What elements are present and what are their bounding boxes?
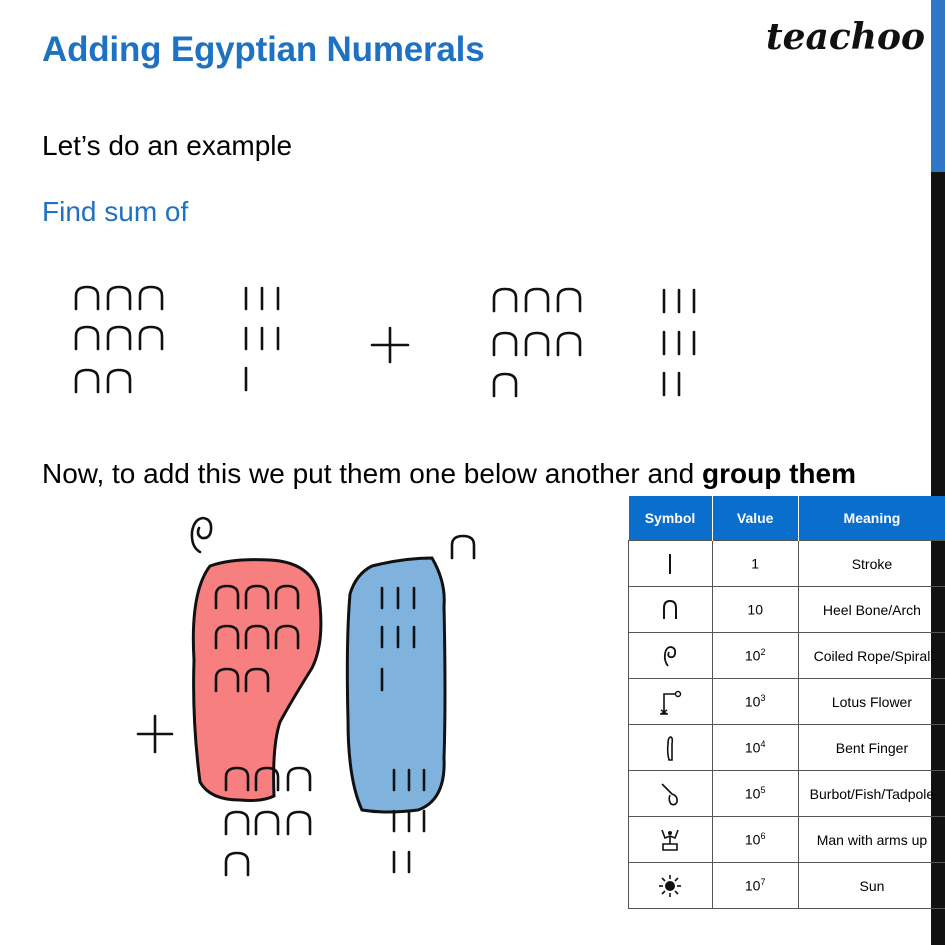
- table-row: [629, 633, 945, 679]
- heel-bone-label: [452, 536, 474, 558]
- meaning-cell: Burbot/Fish/Tadpole: [798, 771, 945, 817]
- tens-group-blob: [193, 560, 321, 801]
- grouping-drawing: [138, 518, 474, 875]
- meaning-cell: Lotus Flower: [798, 679, 945, 725]
- header-meaning: Meaning: [798, 496, 945, 541]
- meaning-cell: Man with arms up: [798, 817, 945, 863]
- meaning-cell: Coiled Rope/Spiral: [798, 633, 945, 679]
- table-row: [629, 725, 945, 771]
- meaning-cell: Sun: [798, 863, 945, 909]
- header-value: Value: [712, 496, 798, 541]
- symbol-table: [628, 496, 945, 909]
- meaning-cell: Bent Finger: [798, 725, 945, 771]
- value-cell: $10^2$: [712, 633, 798, 679]
- value-cell: $10^4$: [712, 725, 798, 771]
- value-cell: $10^5$: [712, 771, 798, 817]
- bent-finger-icon: [629, 725, 713, 771]
- tadpole-icon: [629, 771, 713, 817]
- value-cell: $10^7$: [712, 863, 798, 909]
- numeral-b-tens: [494, 289, 580, 396]
- table-row: [629, 863, 945, 909]
- numeral-b-ones: [664, 290, 694, 395]
- man-arms-up-icon: [629, 817, 713, 863]
- heel-bone-icon: [629, 587, 713, 633]
- value-cell: $10^3$: [712, 679, 798, 725]
- header-symbol: Symbol: [629, 496, 713, 541]
- lotus-flower-icon: [629, 679, 713, 725]
- value-cell: 10: [712, 587, 798, 633]
- table-row: [629, 817, 945, 863]
- sun-icon: [629, 863, 713, 909]
- numeral-a-tens: [76, 287, 162, 392]
- page-title: Adding Egyptian Numerals: [42, 30, 485, 69]
- meaning-cell: Stroke: [798, 541, 945, 587]
- value-cell: 1: [712, 541, 798, 587]
- stroke-icon: [629, 541, 713, 587]
- coiled-rope-label: [192, 518, 211, 552]
- coiled-rope-icon: [629, 633, 713, 679]
- teachoo-logo: teachoo: [766, 16, 925, 58]
- intro-text: Let’s do an example: [42, 130, 293, 161]
- prompt-text: Find sum of: [42, 196, 189, 227]
- ones-group-blob: [347, 558, 445, 812]
- table-row: [629, 771, 945, 817]
- instruction-text: Now, to add this we put them one below another and group them: [42, 458, 856, 489]
- numeral-a-ones: [246, 288, 278, 390]
- table-row: [629, 587, 945, 633]
- table-row: [629, 679, 945, 725]
- value-cell: $10^6$: [712, 817, 798, 863]
- meaning-cell: Heel Bone/Arch: [798, 587, 945, 633]
- table-row: [629, 541, 945, 587]
- plus-sign: [372, 328, 408, 362]
